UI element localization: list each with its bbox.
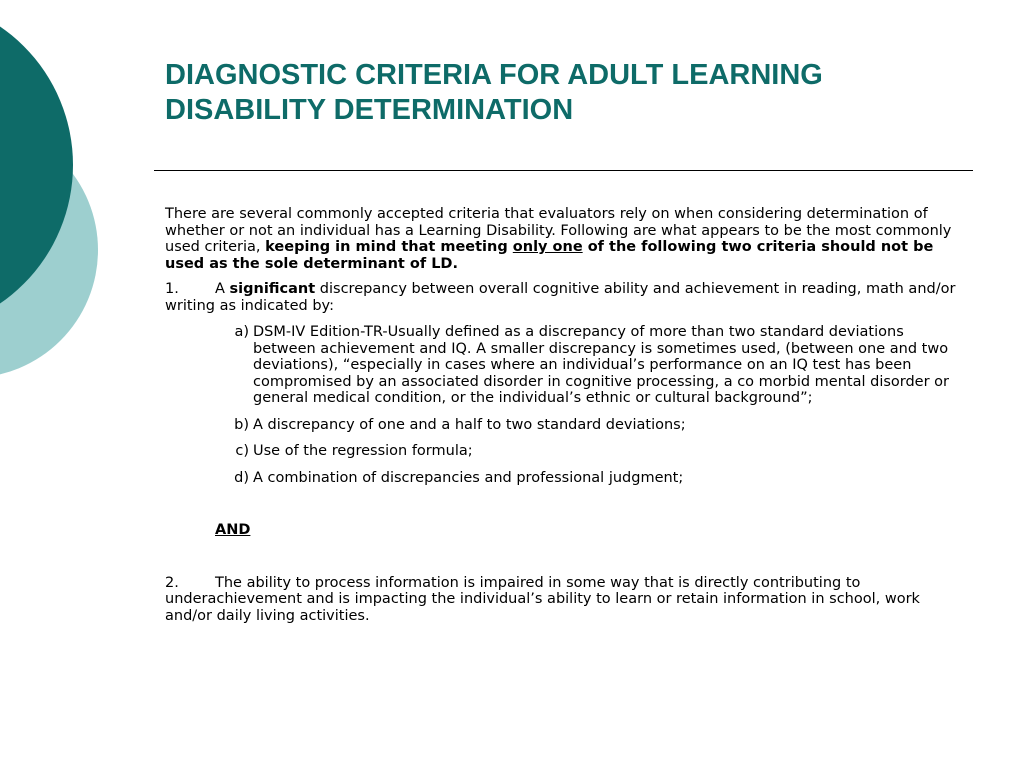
intro-underlined-text: only one xyxy=(512,239,583,255)
criterion-1 xyxy=(165,281,965,314)
title-divider xyxy=(154,170,973,171)
list-item-text: DSM-IV Edition-TR-Usually defined as a discrepancy of more than two standard deviations between achievement and IQ. A smaller discrepancy is sometimes used, (between one and two deviations), “especially in cases where an individual’s performance on an IQ test has been compromised by an associated disorder in cognitive processing, a co morbid mental disorder or general medical condition, or the individual’s ethnic or cultural background”; xyxy=(253,324,950,406)
criterion-1-bold-word: significant xyxy=(229,281,316,297)
intro-paragraph xyxy=(165,206,965,272)
list-item-text: A combination of discrepancies and professional judgment; xyxy=(253,469,684,486)
criterion-2 xyxy=(165,575,965,625)
list-item xyxy=(165,417,965,434)
list-item-text: A discrepancy of one and a half to two standard deviations; xyxy=(253,416,686,433)
list-item xyxy=(165,443,965,460)
list-item xyxy=(165,470,965,487)
list-item xyxy=(165,324,965,407)
criterion-2-text: The ability to process information is impaired in some way that is directly contributing to underachievement and is impacting the individual’s ability to learn or retain information in school, work and/or daily living activities. xyxy=(165,574,920,624)
criterion-2-number: 2. xyxy=(165,574,179,591)
and-conjunction: AND xyxy=(215,522,251,538)
intro-text: There are several commonly accepted criteria that evaluators rely on when considering determination of whether or not an individual has a Learning Disability. Following are what appears to be the most commonly used criteria, xyxy=(165,206,952,255)
list-marker: d) xyxy=(234,469,249,486)
list-item-text: Use of the regression formula; xyxy=(253,443,473,459)
slide-body xyxy=(165,206,965,624)
intro-bold-text: keeping in mind that meeting xyxy=(265,239,513,255)
criterion-1-text: discrepancy between overall cognitive ability and achievement in reading, math and/or writing as indicated by: xyxy=(165,281,956,314)
list-marker: c) xyxy=(235,443,249,459)
list-marker: b) xyxy=(234,416,249,433)
slide-title: DIAGNOSTIC CRITERIA FOR ADULT LEARNING DISABILITY DETERMINATION xyxy=(165,59,823,126)
intro-bold-tail: of the following two criteria should not be used as the sole determinant of LD. xyxy=(165,239,934,272)
criterion-1-number: 1. xyxy=(165,281,179,297)
criterion-1-sub-list xyxy=(165,324,965,486)
decorative-circles xyxy=(0,0,110,400)
list-marker: a) xyxy=(234,324,249,340)
criterion-1-lead: A xyxy=(215,281,230,297)
